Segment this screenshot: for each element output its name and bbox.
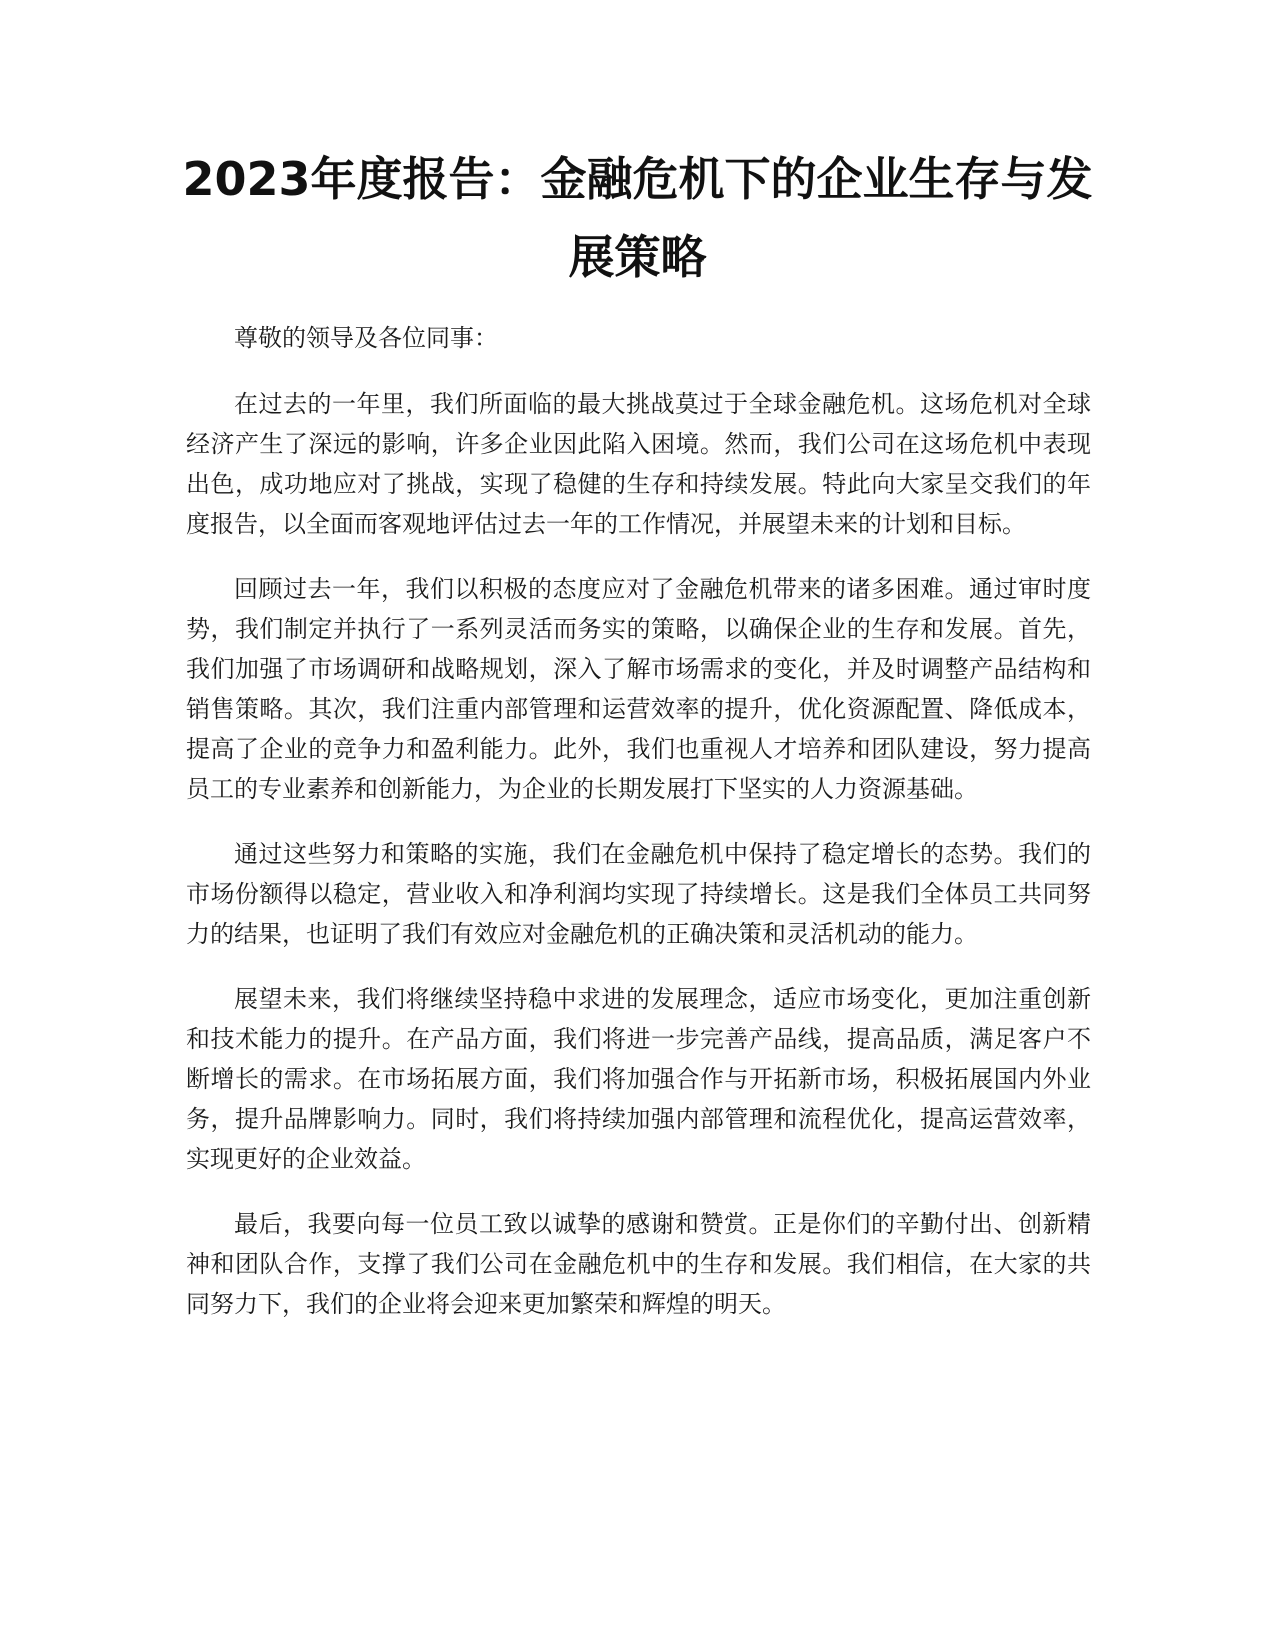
salutation: 尊敬的领导及各位同事： bbox=[234, 324, 498, 352]
document-title: 2023年度报告：金融危机下的企业生存与发展策略 bbox=[182, 152, 1093, 284]
paragraph-2: 回顾过去一年，我们以积极的态度应对了金融危机带来的诸多困难。通过审时度势，我们制定并执行了一系列灵活而务实的策略，以确保企业的生存和发展。首先，我们加强了市场调研和战略规划，深入了解市场需求的变化，并及时调整产品结构和销售策略。其次，我们注重内部管理和运营效率的提升，优化资源配置、降低成本，提高了企业的竞争力和盈利能力。此外，我们也重视人才培养和团队建设，努力提高员工的专业素养和创新能力，为企业的长期发展打下坚实的人力资源基础。 bbox=[186, 575, 1091, 803]
paragraph-3: 通过这些努力和策略的实施，我们在金融危机中保持了稳定增长的态势。我们的市场份额得以稳定，营业收入和净利润均实现了持续增长。这是我们全体员工共同努力的结果，也证明了我们有效应对金融危机的正确决策和灵活机动的能力。 bbox=[186, 840, 1091, 948]
paragraph-4: 展望未来，我们将继续坚持稳中求进的发展理念，适应市场变化，更加注重创新和技术能力的提升。在产品方面，我们将进一步完善产品线，提高品质，满足客户不断增长的需求。在市场拓展方面，我们将加强合作与开拓新市场，积极拓展国内外业务，提升品牌影响力。同时，我们将持续加强内部管理和流程优化，提高运营效率，实现更好的企业效益。 bbox=[186, 985, 1091, 1173]
paragraph-1: 在过去的一年里，我们所面临的最大挑战莫过于全球金融危机。这场危机对全球经济产生了深远的影响，许多企业因此陷入困境。然而，我们公司在这场危机中表现出色，成功地应对了挑战，实现了稳健的生存和持续发展。特此向大家呈交我们的年度报告，以全面而客观地评估过去一年的工作情况，并展望未来的计划和目标。 bbox=[186, 390, 1091, 538]
document-body bbox=[186, 318, 1091, 1349]
paragraph-5: 最后，我要向每一位员工致以诚挚的感谢和赞赏。正是你们的辛勤付出、创新精神和团队合作，支撑了我们公司在金融危机中的生存和发展。我们相信，在大家的共同努力下，我们的企业将会迎来更加繁荣和辉煌的明天。 bbox=[186, 1210, 1091, 1318]
